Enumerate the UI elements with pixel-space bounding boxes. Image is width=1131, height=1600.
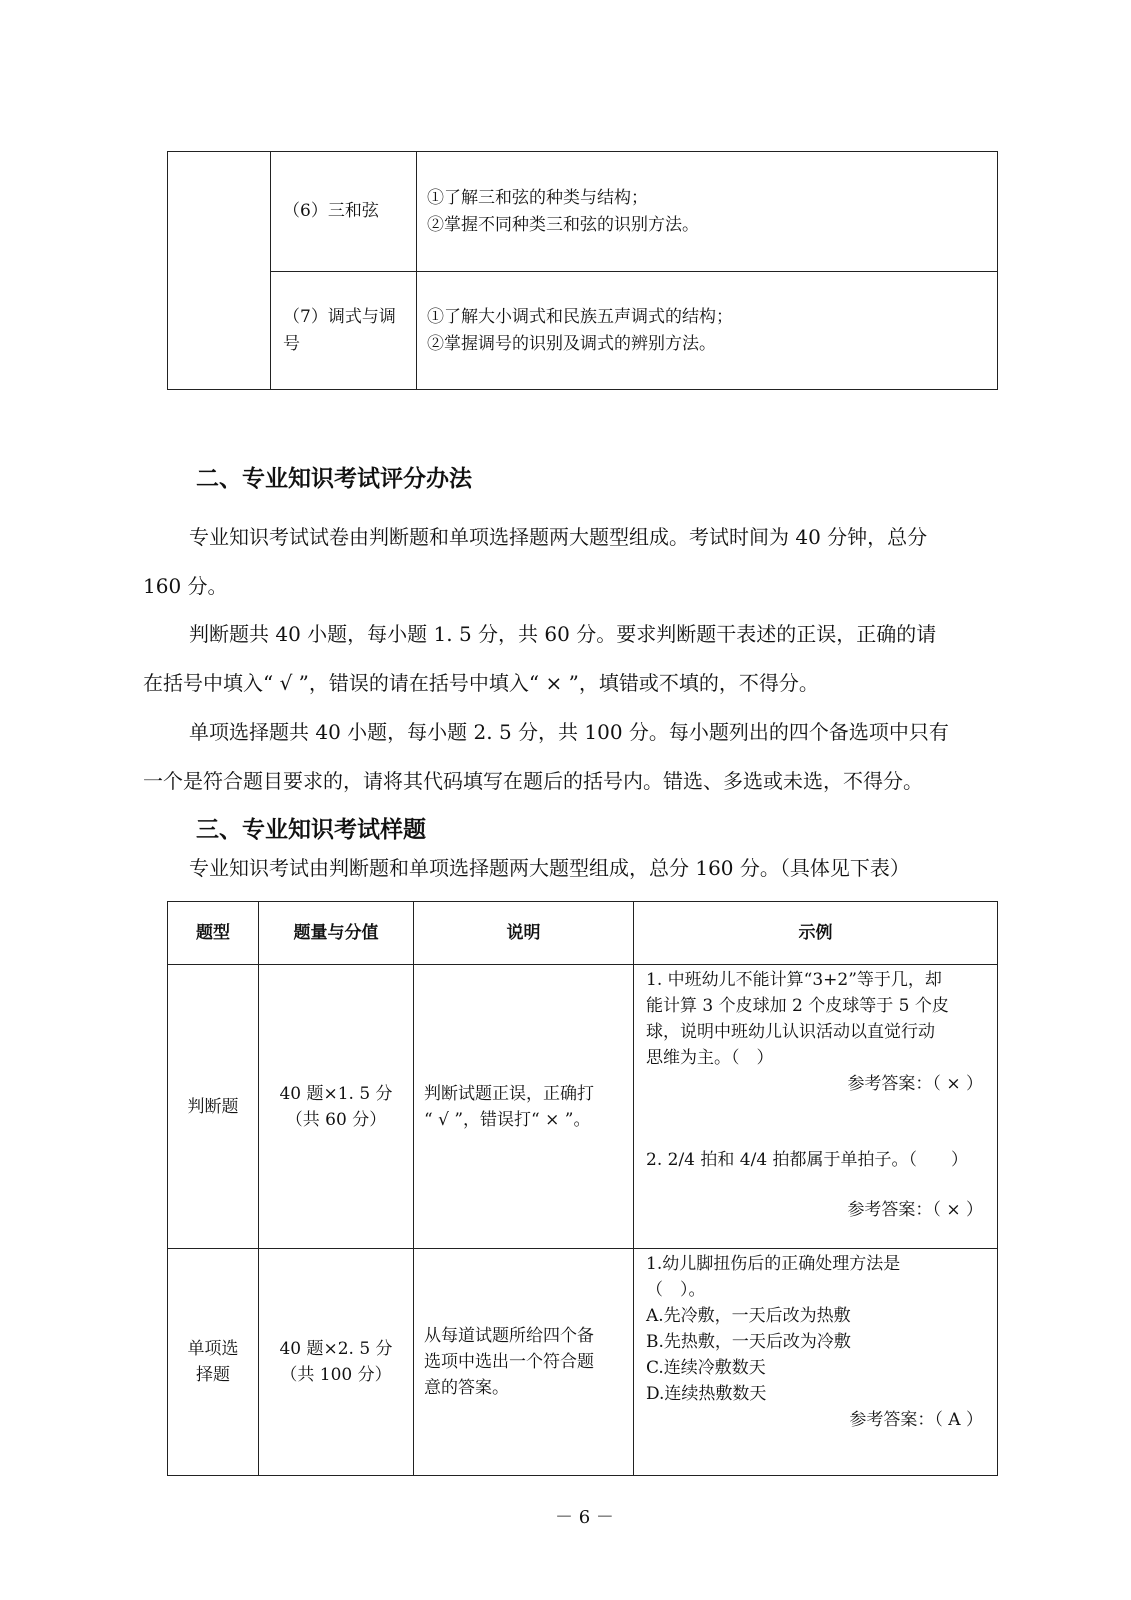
- example-line: 能计算 3 个皮球加 2 个皮球等于 5 个皮: [646, 996, 949, 1016]
- score-cell: [259, 1249, 414, 1476]
- column-header: 说明: [414, 902, 634, 965]
- table-row: [168, 965, 998, 1249]
- reference-answer: 参考答案：（ A ）: [849, 1410, 983, 1430]
- score-line: （共 100 分）: [280, 1365, 392, 1385]
- paragraph-line: 专业知识考试试卷由判断题和单项选择题两大题型组成。考试时间为 40 分钟，总分: [189, 525, 928, 549]
- question-type-line: 择题: [196, 1365, 230, 1385]
- subtopic-cell: （7）调式与调号: [271, 272, 417, 390]
- requirement-line: ②掌握调号的识别及调式的辨别方法。: [427, 333, 716, 354]
- table-row: [168, 152, 998, 272]
- score-line: 40 题×2. 5 分: [279, 1339, 393, 1359]
- section-heading-samples: 三、专业知识考试样题: [196, 817, 426, 843]
- example-line: D.连续热敷数天: [646, 1384, 767, 1404]
- sample-table: [167, 901, 998, 1476]
- subtopic-cell: （6）三和弦: [271, 152, 417, 272]
- table-header-row: [168, 902, 998, 965]
- description-cell: [414, 965, 634, 1249]
- paragraph-line: 单项选择题共 40 小题，每小题 2. 5 分，共 100 分。每小题列出的四个备选项中只有: [189, 720, 949, 744]
- example-line: A.先冷敷，一天后改为热敷: [646, 1306, 851, 1326]
- example-line: 2. 2/4 拍和 4/4 拍都属于单拍子。（ ）: [646, 1150, 969, 1170]
- description-line: 选项中选出一个符合题: [424, 1352, 594, 1372]
- requirement-cell: [417, 152, 998, 272]
- example-line: 思维为主。（ ）: [646, 1048, 774, 1068]
- requirement-cell: [417, 272, 998, 390]
- example-cell: [634, 1249, 998, 1476]
- table-row: [168, 272, 998, 390]
- description-cell: [414, 1249, 634, 1476]
- description-line: 从每道试题所给四个备: [424, 1326, 594, 1346]
- example-cell: [634, 965, 998, 1249]
- example-line: 1.幼儿脚扭伤后的正确处理方法是: [646, 1254, 901, 1274]
- column-header: 题量与分值: [259, 902, 414, 965]
- paragraph-line: 160 分。: [143, 574, 228, 598]
- paragraph-line: 专业知识考试由判断题和单项选择题两大题型组成，总分 160 分。（具体见下表）: [189, 856, 910, 880]
- description-line: 判断试题正误，正确打: [424, 1083, 594, 1104]
- question-type-cell: [168, 1249, 259, 1476]
- example-line: C.连续冷敷数天: [646, 1358, 766, 1378]
- example-line: 球，说明中班幼儿认识活动以直觉行动: [646, 1022, 935, 1042]
- example-line: （ ）。: [646, 1280, 706, 1300]
- table-row: [168, 1249, 998, 1476]
- question-type-cell: 判断题: [168, 965, 259, 1249]
- requirement-line: ①了解大小调式和民族五声调式的结构；: [427, 306, 733, 327]
- description-line: 意的答案。: [424, 1378, 509, 1398]
- reference-answer: 参考答案：（ × ）: [847, 1074, 983, 1094]
- reference-answer: 参考答案：（ × ）: [847, 1200, 983, 1220]
- question-type-line: 单项选: [187, 1339, 239, 1359]
- example-line: B.先热敷，一天后改为冷敷: [646, 1332, 851, 1352]
- column-header: 题型: [168, 902, 259, 965]
- section-heading-scoring: 二、专业知识考试评分办法: [196, 466, 472, 492]
- score-line: （共 60 分）: [285, 1109, 387, 1130]
- paragraph-line: 在括号中填入“ √ ”，错误的请在括号中填入“ × ”，填错或不填的，不得分。: [143, 671, 819, 695]
- score-cell: [259, 965, 414, 1249]
- score-line: 40 题×1. 5 分: [279, 1083, 393, 1104]
- category-cell: [168, 152, 271, 390]
- description-line: “ √ ”，错误打“ × ”。: [424, 1109, 591, 1130]
- requirement-line: ②掌握不同种类三和弦的识别方法。: [427, 214, 699, 235]
- example-line: 1. 中班幼儿不能计算“3+2”等于几，却: [646, 970, 942, 990]
- requirement-line: ①了解三和弦的种类与结构；: [427, 187, 648, 208]
- topic-table: [167, 151, 998, 390]
- paragraph-line: 判断题共 40 小题，每小题 1. 5 分，共 60 分。要求判断题干表述的正误，正确的请: [189, 622, 937, 646]
- column-header: 示例: [634, 902, 998, 965]
- page-number: － 6 －: [555, 1507, 614, 1528]
- paragraph-line: 一个是符合题目要求的，请将其代码填写在题后的括号内。错选、多选或未选，不得分。: [143, 769, 923, 793]
